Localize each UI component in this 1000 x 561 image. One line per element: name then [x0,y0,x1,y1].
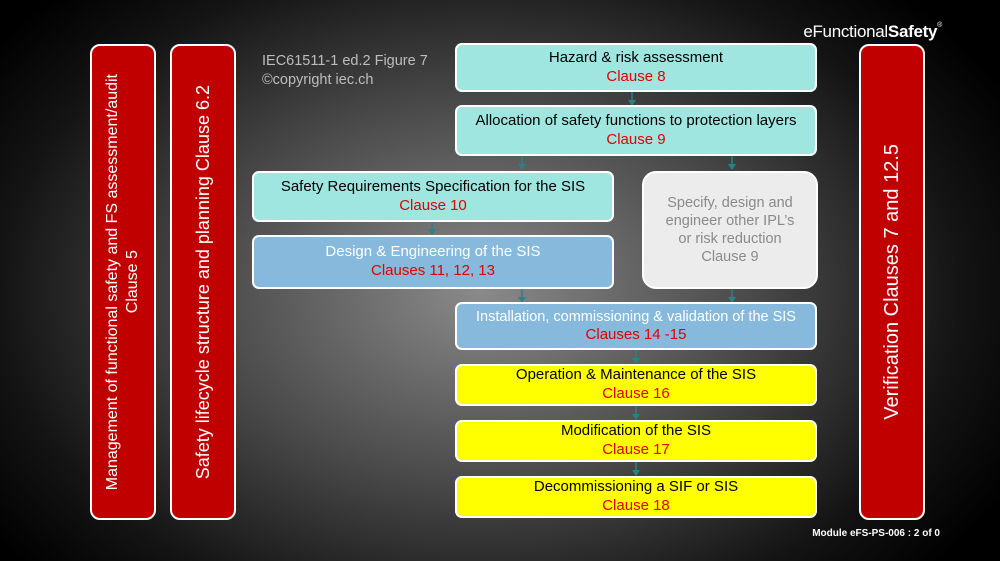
other-ipl-line: or risk reduction [678,231,782,247]
srs-box [252,171,614,222]
installation-clause: Clauses 14 -15 [585,325,687,343]
allocation-title: Allocation of safety functions to protection layers [475,111,797,129]
reference-line: IEC61511-1 ed.2 Figure 7 [262,53,428,69]
arrow-head [728,164,736,170]
copyright-line: ©copyright iec.ch [262,71,374,88]
installation-box [455,302,817,350]
arrow-head [518,164,526,170]
operation-box [455,364,817,406]
hazard-risk-box [455,43,817,92]
modification-clause: Clause 17 [602,441,670,458]
operation-title: Operation & Maintenance of the SIS [515,366,757,384]
decommissioning-clause: Clause 18 [602,497,670,514]
decommissioning-box [455,476,817,518]
srs-clause: Clause 10 [399,196,467,214]
srs-title: Safety Requirements Specification for the SIS [280,177,586,195]
design-engineering-box [252,235,614,289]
verification-title: Verification Clauses 7 and 12.5 [880,144,903,420]
modification-title: Modification of the SIS [560,422,712,440]
management-fs-title: Management of functional safety and FS assessment/audit [104,73,121,491]
other-ipl-line: engineer other IPL’s [665,212,795,229]
design-engineering-title: Design & Engineering of the SIS [325,243,541,261]
other-ipl-line: Specify, design and [667,194,793,211]
allocation-box [455,105,817,156]
lifecycle-planning-title: Safety lifecycle structure and planning Clause 6.2 [192,84,213,480]
decommissioning-title: Decommissioning a SIF or SIS [533,478,739,496]
module-number: Module eFS-PS-006 : 2 of 0 [812,528,940,539]
operation-clause: Clause 16 [602,385,670,402]
management-fs-clause: Clause 5 [124,250,141,314]
hazard-risk-clause: Clause 8 [606,67,666,85]
design-engineering-clause: Clauses 11, 12, 13 [371,262,495,279]
other-ipl-box [642,171,818,289]
other-ipl-clause: Clause 9 [701,249,759,266]
hazard-risk-title: Hazard & risk assessment [548,48,724,66]
modification-box [455,420,817,462]
allocation-clause: Clause 9 [606,130,666,148]
brand-logo: eFunctionalSafety® [803,22,942,41]
installation-title: Installation, commissioning & validation of the SIS [476,308,796,325]
